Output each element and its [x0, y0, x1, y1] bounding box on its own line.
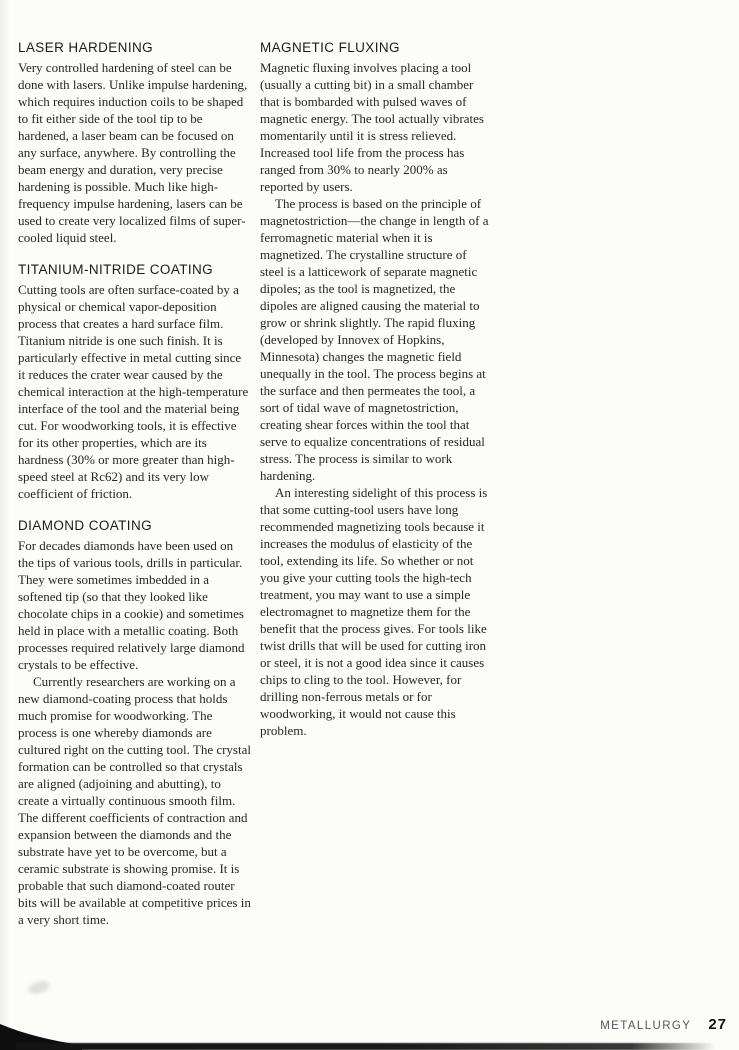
footer-page-number: 27: [708, 1016, 727, 1033]
paragraph: An interesting sidelight of this process is that some cutting-tool users have long recommended magnetizing tools because it increases the modulus of elasticity of the tool, extending its life. So whether or not you give your cutting tools the high-tech treatment, you may want to use a simple electromagnet to magnetize them for the benefit that the process gives. For tools like twist drills that will be used for cutting iron or steel, it is not a good idea since it causes chips to cling to the tool. However, for drilling non-ferrous metals or for woodworking, it would not cause this problem.: [260, 485, 488, 738]
section-laser-hardening: [18, 40, 251, 246]
section-heading: DIAMOND COATING: [18, 518, 152, 533]
paragraph: For decades diamonds have been used on the tips of various tools, drills in particular. They were sometimes imbedded in a softened tip (so that they looked like chocolate chips in a cookie) and sometimes held in place with a metallic coating. Both processes required relatively large diamond crystals to be effective.: [18, 538, 245, 672]
page-footer: [600, 1016, 727, 1033]
footer-section-label: METALLURGY: [600, 1020, 692, 1032]
paragraph: Cutting tools are often surface-coated by a physical or chemical vapor-deposition process that creates a hard surface film. Titanium nitride is one such finish. It is particularly effective in metal cutting since it reduces the crater wear caused by the chemical interaction at the high-temperature interface of the tool and the material being cut. For woodworking tools, it is effective for its other properties, which are its hardness (30% or more greater than high-speed steel at Rc62) and its very low coefficient of friction.: [18, 282, 249, 501]
scan-edge-artifact: [16, 1043, 716, 1050]
section-heading: TITANIUM-NITRIDE COATING: [18, 262, 214, 277]
right-column: [260, 40, 493, 739]
scan-smudge-artifact: [27, 979, 51, 996]
section-magnetic-fluxing: [260, 40, 493, 739]
paragraph: Currently researchers are working on a new diamond-coating process that holds much promise for woodworking. The process is one whereby diamonds are cultured right on the cutting tool. The crystal formation can be controlled so that crystals are aligned (adjoining and abutting), to create a virtually continuous smooth film. The different coefficients of contraction and expansion between the diamonds and the substrate have yet to be overcome, but a ceramic substrate is showing promise. It is probable that such diamond-coated router bits will be available at competitive prices in a very short time.: [18, 674, 251, 927]
left-column: [18, 40, 251, 928]
section-heading: MAGNETIC FLUXING: [260, 40, 400, 55]
section-titanium-nitride-coating: [18, 262, 251, 502]
paragraph: Very controlled hardening of steel can be done with lasers. Unlike impulse hardening, which requires induction coils to be shaped to fit either side of the tool tip to be hardened, a laser beam can be focused on any surface, anywhere. By controlling the beam energy and duration, very precise hardening is possible. Much like high-frequency impulse hardening, lasers can be used to create very localized films of super-cooled liquid steel.: [18, 60, 248, 245]
paragraph: The process is based on the principle of magnetostriction—the change in length of a ferromagnetic material when it is magnetized. The crystalline structure of steel is a latticework of separate magnetic dipoles; as the tool is magnetized, the dipoles are aligned causing the material to grow or shrink slightly. The rapid fluxing (developed by Innovex of Hopkins, Minnesota) changes the magnetic field unequally in the tool. The process begins at the surface and then permeates the tool, a sort of tidal wave of magnetostriction, creating shear forces within the tool that serve to equalize concentrations of residual stress. The process is similar to work hardening.: [260, 196, 489, 483]
paragraph: Magnetic fluxing involves placing a tool (usually a cutting bit) in a small chamber that is bombarded with pulsed waves of magnetic energy. The tool actually vibrates momentarily until it is stress relieved. Increased tool life from the process has ranged from 30% to nearly 200% as reported by users.: [260, 60, 484, 194]
section-heading: LASER HARDENING: [18, 40, 154, 55]
section-diamond-coating: [18, 518, 251, 928]
